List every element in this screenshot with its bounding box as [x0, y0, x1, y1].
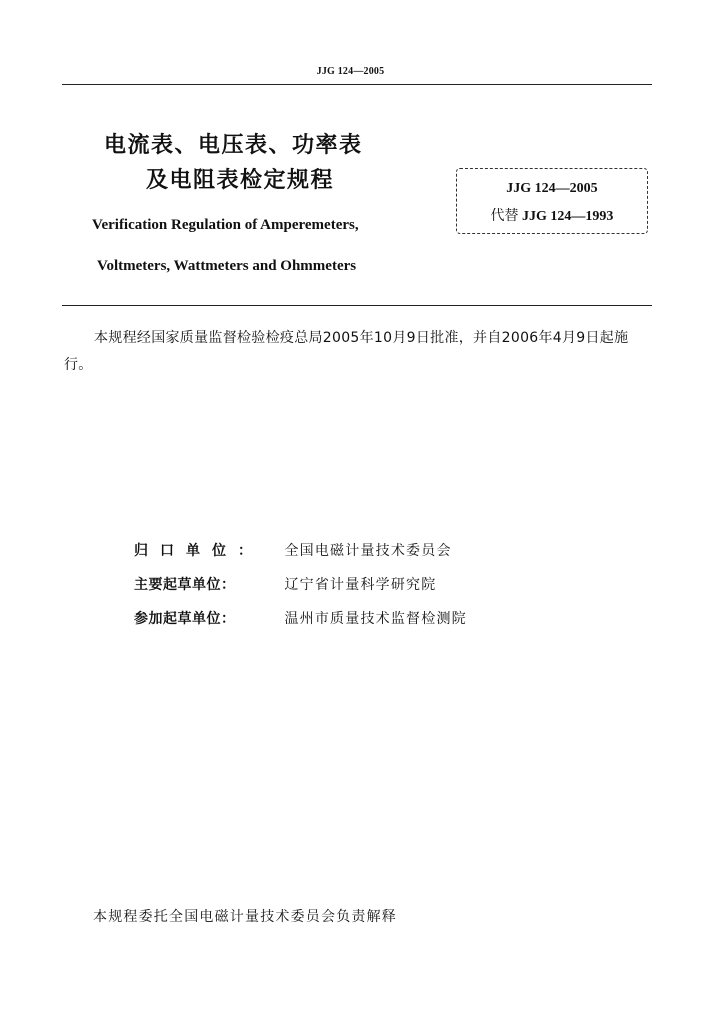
- responsible-unit-row: [134, 540, 452, 560]
- main-drafting-unit-label: 主要起草单位：: [134, 577, 236, 593]
- replaces-code: JJG 124—1993: [522, 209, 614, 224]
- approval-paragraph: 本规程经国家质量监督检验检疫总局2005年10月9日批准，并自2006年4月9日起施行。: [64, 330, 629, 373]
- standard-code: JJG 124—2005: [506, 181, 598, 196]
- main-drafting-unit-row: [134, 574, 436, 594]
- replaces-code-line: [457, 205, 647, 225]
- header-rule: [62, 84, 652, 85]
- standard-code-box: [456, 168, 648, 234]
- participating-unit-value: 温州市质量技术监督检测院: [284, 611, 467, 627]
- title-chinese-line-2: 及电阻表检定规程: [146, 168, 335, 193]
- interpretation-note: 本规程委托全国电磁计量技术委员会负责解释: [93, 909, 397, 925]
- participating-unit-label: 参加起草单位：: [134, 611, 236, 627]
- header-standard-code: JJG 124—2005: [316, 66, 385, 77]
- title-english-line-1: Verification Regulation of Amperemeters,: [92, 217, 359, 233]
- main-drafting-unit-value: 辽宁省计量科学研究院: [284, 577, 437, 593]
- title-divider-rule: [62, 305, 652, 306]
- title-english-line-2: Voltmeters, Wattmeters and Ohmmeters: [97, 258, 357, 274]
- responsible-unit-label: 归口单位：: [134, 543, 264, 559]
- title-chinese-line-1: 电流表、电压表、功率表: [104, 133, 363, 158]
- responsible-unit-value: 全国电磁计量技术委员会: [284, 543, 452, 559]
- participating-unit-row: [134, 608, 467, 628]
- replaces-prefix: 代替: [490, 209, 519, 224]
